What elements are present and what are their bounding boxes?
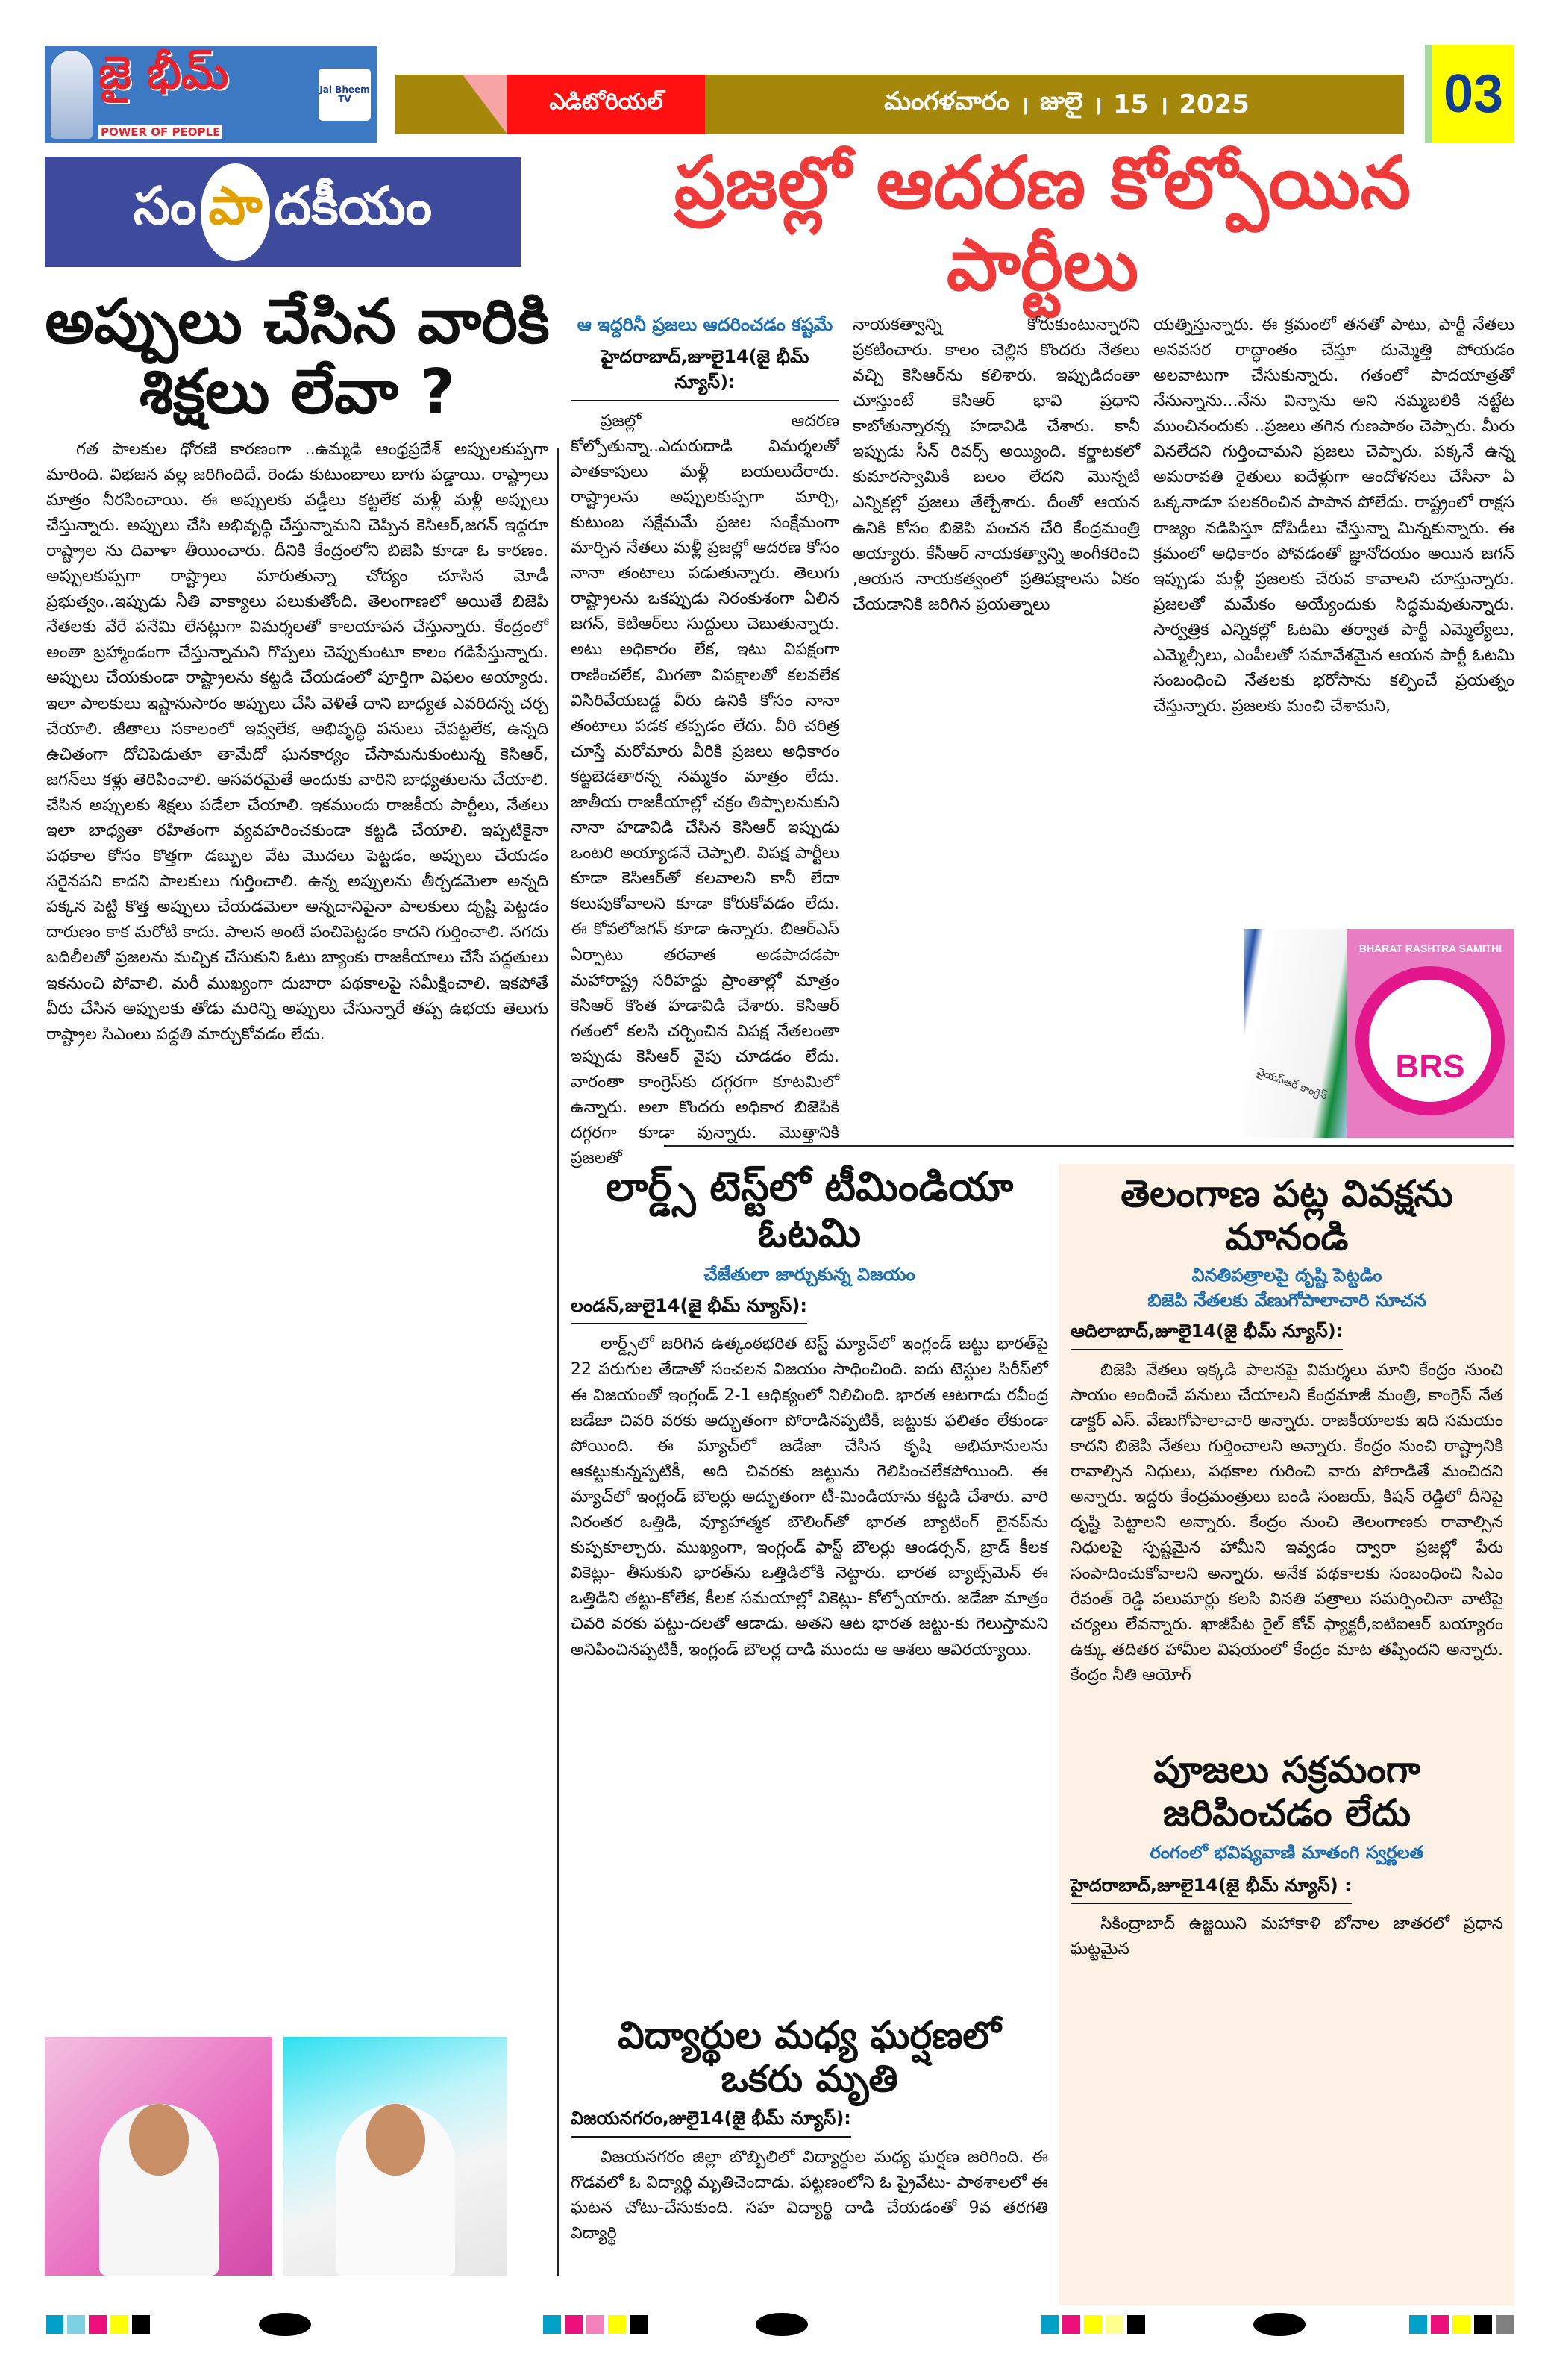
lords-body (571, 1332, 1048, 2007)
students-dateline: విజయనగరం,జులై14(జై భీమ్ న్యూస్): (571, 2106, 851, 2138)
issue-month: జులై (1040, 87, 1083, 116)
bonalu-paragraph: సికింద్రాబాద్ ఉజ్జయిని మహాకాళి బోనాల జాతరలో ప్రధాన ఘట్టమైన (1071, 1914, 1503, 1959)
main-story-paragraph: నాయకత్వాన్ని కోరుకుంటున్నారని ప్రకటించారు. కాలం చెల్లిన కొందరు నేతలు వచ్చి కెసిఆర్‌ను కలిశారు. ఇప్పుడిదంతా చూస్తుంటే కెసిఆర్ భావి ప్రధాని కాబోతున్నారన్న హడావిడి చేశారు. కానీ ఇప్పుడు సీన్ రివర్స్ అయ్యింది. కర్ణాటకలో కుమారస్వామికి బలం లేదని మొన్నటి ఎన్నికల్లో ప్రజలు తేల్చేశారు. దీంతో ఆయన ఉనికి కోసం బిజెపి పంచన చేరి కేంద్రమంత్రి అయ్యారు. కేసీఆర్ నాయకత్వాన్ని అంగీకరించి ,ఆయన నాయకత్వంలో ప్రతిపక్షాలను ఏకం చేయడానికి జరిగిన ప్రయత్నాలు (853, 315, 1140, 614)
telangana-subhead-1: వినతిపత్రాలపై దృష్టి పెట్టడిం (1191, 1265, 1382, 1285)
bonalu-subhead: రంగంలో భవిష్యవాణి మాతంగి స్వర్ణలత (1150, 1842, 1424, 1863)
logo-title-group (98, 47, 313, 139)
header-wedge (463, 75, 507, 134)
main-story-header (571, 313, 839, 409)
bonalu-headline: పూజలు సక్రమంగా జరిపించడం లేదు (1153, 1748, 1420, 1835)
logo-title: జై భీమ్ (98, 47, 229, 99)
lords-dateline: లండన్,జులై14(జై భీమ్ న్యూస్): (571, 1294, 807, 1325)
main-story-paragraph: ప్రజల్లో ఆదరణ కోల్పోతున్నా..ఎదురుదాడి విమర్శలతో పాతకాపులు మళ్లీ బయలుదేరారు. రాష్ట్రాలను అప్పులకుప్పగా మార్చి, కుటుంబ సక్షేమమే ప్రజల సంక్షేమంగా మార్చిన నేతలు మళ్లీ ప్రజల్లో ఆదరణ కోసం నానా తంటాలు పడుతున్నారు. తెలుగు రాష్ట్రాలను ఒకప్పుడు నిరంకుశంగా ఏలిన జగన్, కెటిఆర్‌లు సుద్దులు చెబుతున్నారు. అటు అధికారం లేక, ఇటు విపక్షంగా రాణించలేక, మిగతా విపక్షాలతో కలవలేక విసిరివేయబడ్డ వీరు ఉనికి కోసం నానా తంటాలు పడక తప్పడం లేదు. వీరి చరిత్ర చూస్తే మరోమారు వీరికి ప్రజలు అధికారం కట్టబెడతారన్న నమ్మకం మాత్రం లేదు. జాతీయ రాజకీయాల్లో చక్రం తిప్పాలనుకుని నానా హడావిడి చేసిన కెసిఆర్ ఇప్పుడు ఒంటరి అయ్యాడనే చెప్పాలి. విపక్ష పార్టీలు కూడా కెసిఆర్‌తో కలవాలని కానీ లేదా కలుపుకోవాలని కూడా కోరుకోవడం లేదు. ఈ కోవలోజగన్ కూడా ఉన్నారు. బిఆర్‌ఎస్ ఏర్పాటు తరవాత అడపాదడపా మహారాష్ట్ర సరిహద్దు ప్రాంతాల్లో మాత్రం కెసిఆర్ కొంత హడావిడి చేశారు. కెసిఆర్ గతంలో కలసి చర్చించిన విపక్ష నేతలంతా ఇప్పుడు కెసిఆర్ వైపు చూడడం లేదు. వారంతా కాంగ్రెస్‌కు దగ్గరగా కూటమిలో ఉన్నారు. అలా కొందరు అధికార బిజెపికి దగ్గరగా కూడా వున్నారు. మొత్తానికి ప్రజలతో (571, 411, 839, 1168)
date-separator: । (1159, 91, 1169, 121)
main-story-columns (571, 313, 1514, 1168)
party-images (1153, 929, 1514, 1138)
telangana-story-header (1071, 1173, 1503, 1358)
kcr-photo (45, 2037, 272, 2276)
main-story (571, 141, 1514, 1168)
students-story (571, 2014, 1048, 2283)
main-story-column-1 (571, 313, 839, 1168)
right-news-box (1059, 1164, 1514, 2305)
students-paragraph: విజయనగరం జిల్లా బొబ్బిలిలో విద్యార్థుల మధ్య ఘర్షణ జరిగింది. ఈ గొడవలో ఓ విద్యార్థి మృతిచెందాడు. పట్టణంలోని ఓ ప్రైవేటు- పాఠశాలలో ఈ ఘటన చోటు-చేసుకుంది. సహ విద్యార్థి దాడి చేయడంతో 9వ తరగతి విద్యార్థి (571, 2147, 1048, 2243)
bonalu-story (1071, 1740, 1503, 2296)
issue-date-number: 15 (1112, 90, 1149, 119)
editorial-photos (45, 2037, 550, 2276)
column-divider (557, 448, 559, 2276)
editorial-column (45, 287, 550, 2276)
lords-headline: లార్డ్స్ టెస్ట్‌లో టీమిండియా ఓటమి (605, 1163, 1014, 1257)
telangana-headline: తెలంగాణ పట్ల వివక్షను మానండి (1121, 1172, 1453, 1259)
registration-mark (1253, 2313, 1306, 2336)
color-registration-bar (1041, 2315, 1145, 2334)
telangana-subhead-2: బిజెపి నేతలకు వేణుగోపాలాచారి సూచన (1147, 1289, 1426, 1311)
jagan-photo (283, 2037, 507, 2276)
main-story-text (853, 313, 1140, 1138)
color-registration-bar (1409, 2315, 1514, 2334)
students-headline: విద్యార్థుల మధ్య ఘర్షణలో ఒకరు మృతి (618, 2014, 1001, 2100)
color-registration-bar (46, 2315, 150, 2334)
main-story-subhead: ఆ ఇద్దరినీ ప్రజలు ఆదరించడం కష్టమే (577, 313, 833, 335)
telangana-dateline: ఆదిలాబాద్,జూలై14(జై భీమ్ న్యూస్): (1071, 1319, 1343, 1350)
ysrcp-flag-image (1244, 929, 1347, 1138)
section-label: ఎడిటోరియల్ (507, 75, 705, 134)
main-story-text (1153, 313, 1514, 921)
tv-logo: Jai Bheem TV (319, 69, 371, 121)
lords-story-header (571, 1164, 1048, 1332)
banner-text-pre: సం (133, 175, 197, 237)
students-body (571, 2145, 1048, 2283)
color-registration-bar (543, 2315, 648, 2334)
lords-story (571, 1164, 1048, 2007)
page-number: 03 (1425, 45, 1514, 143)
editorial-paragraph: గత పాలకుల ధోరణి కారణంగా ..ఉమ్మడి ఆంధ్రప్రదేశ్ అప్పులకుప్పగా మారింది. విభజన వల్ల జరిగిందిదే. రెండు కుటుంబాలు బాగు పడ్డాయి. రాష్ట్రాలు మాత్రం నీరసించాయి. ఈ అప్పులకు వడ్డీలు కట్టలేక మళ్లీ మళ్లీ అప్పులు చేస్తున్నారు. అప్పులు చేసి అభివృద్ధి చేస్తున్నామని చెప్పిన కెసిఆర్,జగన్ ఇద్దరూ రాష్ట్రాల ను దివాళా తీయించారు. దీనికి కేంద్రంలోని బిజెపి కూడా ఓ కారణం. అప్పులకుప్పగా రాష్ట్రాలు మారుతున్నా చోద్యం చూసిన మోడీ ప్రభుత్వం..ఇప్పుడు నీతి వాక్యాలు పలుకుతోంది. తెలంగాణలో అయితే బిజెపి నేతలకు వేరే పనేమి లేనట్లుగా విమర్శలతో కాలయాపన చేస్తున్నారు. కేంద్రంలో అంతా బ్రహ్మాండంగా చేస్తున్నామని గొప్పలు చెప్పుకుంటూ కాలం గడిపేస్తున్నారు. అప్పులు చేయకుండా రాష్ట్రాలను కట్టడి చేయడంలో పూర్తిగా విఫలం అయ్యారు. ఇలా పాలకులు ఇష్టానుసారం అప్పులు చేసి వెళితే దాని బాధ్యత ఎవరిదన్న చర్చ చేయాలి. జీతాలు సకాలంలో ఇవ్వలేక, అభివృద్ధి పనులు చేపట్టలేక, ఉన్నది ఉచితంగా దోచిపెడుతూ తామేదో ఘనకార్యం చేసామనుకుంటున్న కెసిఆర్, జగన్‌లు కళ్లు తెరిపించాలి. అసవరమైతే అందుకు వారిని బాధ్యతులను చేయాలి. చేసిన అప్పులకు శిక్షలు పడేలా చేయాలి. ఇకముందు రాజకీయ పార్టీలు, నేతలు ఇలా బాధ్యతా రహితంగా వ్యవహరించకుండా కట్టడి చేయాలి. ఇప్పటికైనా పథకాల కోసం కొత్తగా డబ్బుల వేట మొదలు పెట్టడం, అప్పులు చేయడం సరైనపని కాదని పాలకులు గుర్తించాలి. ఉన్న అప్పులను తీర్చడమెలా అన్నది పక్కన పెట్టి కొత్త అప్పులు చేయడమెలా అన్నదానిపైనా పాలకులు దృష్టి పెట్టడం దారుణం కాక మరోటి కాదు. పాలన అంటే పంచిపెట్టడం కాదని గుర్తించాలి. నగదు బదిలీలతో ప్రజలను మచ్చిక చేసుకుని ఓటు బ్యాంకు రాజకీయాలు చేసే పద్దతులు ఇకనుంచి పోవాలి. మరీ ముఖ్యంగా దుబారా పథకాలపై సమీక్షించాలి. ఇకపోతే వీరు చేసిన అప్పులకు తోడు మరిన్ని అప్పులు చేసున్నారే తప్ప ఉభయ తెలుగు రాష్ట్రాల సిఎంలు పద్దతి మార్చుకోవడం లేదు. (46, 439, 548, 1044)
person-figure (336, 2104, 455, 2276)
main-story-dateline: హైదరాబాద్,జూలై14(జై భీమ్ న్యూస్): (571, 345, 839, 401)
registration-mark (259, 2313, 311, 2336)
editorial-banner (45, 157, 521, 267)
registration-mark (756, 2313, 808, 2336)
issue-year: 2025 (1179, 90, 1250, 119)
banner-text-mid: పా (201, 163, 269, 261)
main-story-text (571, 409, 839, 1168)
main-story-paragraph: యత్నిస్తున్నారు. ఈ క్రమంలో తనతో పాటు, పార్టీ నేతలు అనవసర రాద్ధాంతం చేస్తూ దుమ్మెత్తి పోయడం అలవాటుగా చేసుకున్నారు. గతంలో పాదయాత్రతో నేనున్నాను...నేను విన్నాను అని నమ్మబలికి నట్టేట ముంచినందుకు ..ప్రజలు తగిన గుణపాఠం చెప్పారు. మీరు వినలేదని గుర్తించామని ప్రజలు చెప్పారు. పక్కనే ఉన్న అమరావతి రైతులు ఐదేళ్లుగా ఆందోళనలు చేసినా ఏ ఒక్కనాడూ పలకరించిన పాపాన పోలేదు. రాష్ట్రంలో రాక్షస రాజ్యం నడిపిస్తూ దోపిడీలు చేస్తున్నా మిన్నకున్నారు. ఈ క్రమంలో అధికారం పోవడంతో జ్ఞానోదయం అయిన జగన్ ఇప్పుడు మళ్లీ ప్రజలకు చేరువ కావాలని చూస్తున్నారు. ప్రజలతో మమేకం అయ్యేందుకు సిద్ధమవుతున్నారు. సార్వత్రిక ఎన్నికల్లో ఓటమి తర్వాత పార్టీ ఎమ్మెల్యేలు, ఎమ్మెల్సీలు, ఎంపీలతో సమావేశమైన ఆయన పార్టీ ఓటమి సంబంధించి నేతలకు భరోసాను కల్పించే ప్రయత్నం చేస్తున్నారు. ప్రజలకు మంచి చేశామని, (1153, 315, 1514, 716)
issue-date (746, 75, 1388, 134)
date-separator: । (1093, 91, 1103, 121)
bonalu-story-header (1071, 1749, 1503, 1911)
brs-emblem (1355, 966, 1505, 1115)
telangana-story (1071, 1173, 1503, 1740)
section-divider (664, 1145, 1514, 1147)
masthead-logo (45, 46, 377, 143)
students-story-header (571, 2014, 1048, 2145)
brs-logo-text: BRS (1395, 1048, 1465, 1085)
main-story-column-2 (853, 313, 1140, 1138)
main-headline: ప్రజల్లో ఆదరణ కోల్పోయిన పార్టీలు (674, 141, 1411, 307)
telangana-body (1071, 1358, 1503, 1740)
issue-day: మంగళవారం (884, 87, 1010, 116)
date-separator: । (1020, 91, 1030, 121)
lords-subhead: చేజేతులా జార్చుకున్న విజయం (703, 1264, 915, 1285)
brs-logo-image (1347, 929, 1514, 1138)
editorial-headline: అప్పులు చేసిన వారికి శిక్షలు లేవా ? (45, 286, 550, 428)
main-story-column-3 (1153, 313, 1514, 1138)
banner-text-post: దకీయం (274, 175, 433, 237)
logo-tagline: POWER OF PEOPLE (98, 125, 222, 139)
editorial-body (45, 437, 550, 2028)
brs-arc-text: BHARAT RASHTRA SAMITHI (1358, 942, 1502, 954)
telangana-paragraph: బిజెపి నేతలు ఇక్కడి పాలనపై విమర్శలు మాని కేంద్రం నుంచి సాయం అందించే పనులు చేయాలని కేంద్రమాజీ మంత్రి, కాంగ్రెస్ నేత డాక్టర్ ఎస్. వేణుగోపాలాచారి అన్నారు. రాజకీయాలకు ఇది సమయం కాదని బిజెపి నేతలు గుర్తించాలని అన్నారు. కేంద్రం నుంచి రాష్ట్రానికి రావాల్సిన నిధులు, పథకాల గురించి వారు పోరాడితే మంచిదని అన్నారు. ఇద్దరు కేంద్రమంత్రులు బండి సంజయ్, కిషన్ రెడ్డిలో దీనిపై దృష్టి పెట్టాలని అన్నారు. కేంద్రం నుంచి తెలంగాణకు రావాల్సిన నిధులపై స్పష్టమైన హామీని ఇవ్వడం ద్వారా ప్రజల్లో పేరు సంపాదించుకోవాలని అన్నారు. అనేక పథకాలకు సంబంధించి సిఎం రేవంత్ రెడ్డి పలుమార్లు కలసి వినతి పత్రాలు సమర్పించినా వాటిపై చర్యలు లేవన్నారు. ఖాజీపేట రైల్ కోచ్ ఫ్యాక్టరీ,ఐటిఐఆర్ బయ్యారం ఉక్కు తదితర హామీల విషయంలో కేంద్రం మాట తప్పిందని అన్నారు. కేంద్రం నీతి ఆయోగ్ (1071, 1360, 1503, 1685)
ambedkar-portrait (51, 51, 93, 139)
flag-text: వైయస్ఆర్ కాంగ్రెస్ (1255, 1065, 1329, 1103)
bonalu-dateline: హైదరాబాద్,జూలై14(జై భీమ్ న్యూస్) : (1071, 1873, 1352, 1905)
lords-paragraph: లార్డ్స్‌లో జరిగిన ఉత్కంఠభరిత టెస్ట్ మ్యాచ్‌లో ఇంగ్లండ్ జట్టు భారత్‌పై 22 పరుగుల తేడాతో సంచలన విజయం సాధించింది. ఐదు టెస్టుల సిరీస్‌లో ఈ విజయంతో ఇంగ్లండ్ 2-1 ఆధిక్యంలో నిలిచింది. భారత ఆటగాడు రవీంద్ర జడేజా చివరి వరకు అద్భుతంగా పోరాడినప్పటికీ, జట్టుకు ఫలితం లేకుండా పోయింది. ఈ మ్యాచ్‌లో జడేజా చేసిన కృషి అభిమానులను ఆకట్టుకున్నప్పటికీ, అది చివరకు జట్టును గెలిపించలేకపోయింది. ఈ మ్యాచ్‌లో ఇంగ్లండ్ బౌలర్లు అద్భుతంగా టీ-మిండియాను కట్టడి చేశారు. వారి నిరంతర ఒత్తిడి, వ్యూహాత్మక బౌలింగ్‌తో భారత బ్యాటింగ్ లైనప్‌ను కుప్పకూల్చారు. ముఖ్యంగా, ఇంగ్లండ్ ఫాస్ట్ బౌలర్లు ఆండర్సన్, బ్రాడ్ కీలక వికెట్లు- తీసుకుని భారత్‌ను ఒత్తిడిలోకి నెట్టారు. భారత బ్యాట్స్‌మెన్ ఈ ఒత్తిడిని తట్టు-కోలేక, కీలక సమయాల్లో వికెట్లు- కోల్పోయారు. జడేజా మాత్రం చివరి వరకు పట్టు-దలతో ఆడాడు. అతని ఆట భారత జట్టు-కు గెలుస్తామని అనిపించినప్పటికీ, ఇంగ్లండ్ బౌలర్ల దాడి ముందు ఆ ఆశలు ఆవిరయ్యాయి. (571, 1335, 1048, 1659)
bonalu-body (1071, 1911, 1503, 2296)
person-figure (99, 2104, 219, 2276)
